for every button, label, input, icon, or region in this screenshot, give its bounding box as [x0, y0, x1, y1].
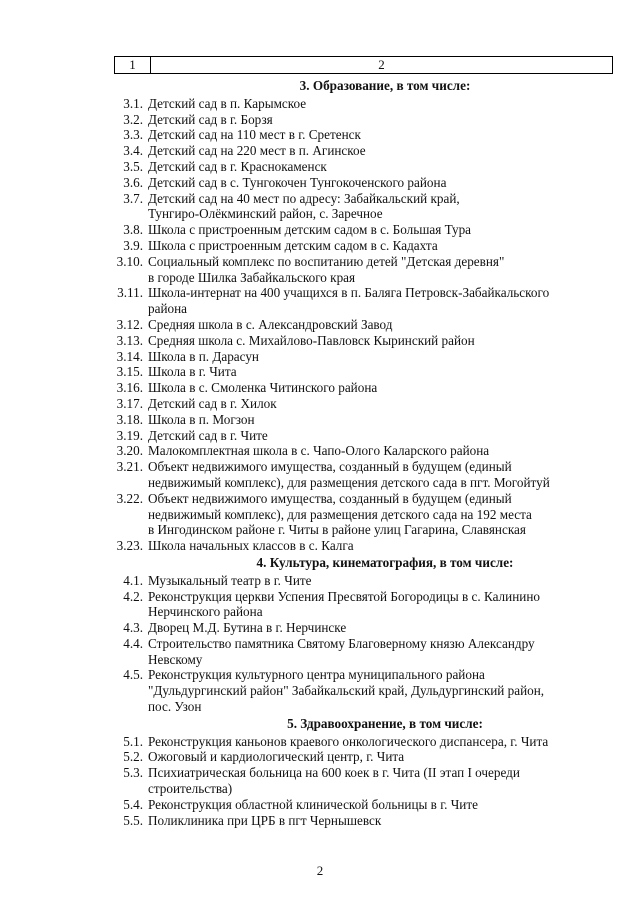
- item-text-line: "Дульдургинский район" Забайкальский край, Дульдургинский район,: [148, 683, 545, 699]
- list-item: [110, 285, 610, 317]
- list-item: [110, 349, 610, 365]
- item-number: 3.17.: [116, 395, 143, 411]
- item-number: 3.6.: [123, 174, 143, 190]
- item-text-line: Поликлиника при ЦРБ в пгт Чернышевск: [148, 812, 382, 828]
- item-text: [148, 734, 610, 750]
- list-item: [110, 380, 610, 396]
- item-text-line: Школа с пристроенным детским садом в с. Большая Тура: [148, 222, 472, 238]
- item-number: 3.14.: [116, 348, 143, 364]
- list-item: [110, 254, 610, 286]
- item-text-line: Школа в г. Чита: [148, 364, 237, 380]
- list-item: [110, 175, 610, 191]
- item-text-line: Детский сад в п. Карымское: [148, 95, 307, 111]
- item-text-line: Детский сад на 110 мест в г. Сретенск: [148, 127, 361, 143]
- list-item: [110, 159, 610, 175]
- list-item: [110, 143, 610, 159]
- list-item: [110, 412, 610, 428]
- item-number: 3.13.: [116, 332, 143, 348]
- item-text: [148, 159, 610, 175]
- item-number: 3.4.: [123, 143, 143, 159]
- list-item: [110, 765, 610, 797]
- item-text-line: Школа в с. Смоленка Читинского района: [148, 380, 378, 396]
- item-text-line: в городе Шилка Забайкальского края: [148, 269, 356, 285]
- item-text-line: Невскому: [148, 651, 203, 667]
- list-item: [110, 636, 610, 668]
- item-text-line: Детский сад в г. Краснокаменск: [148, 158, 327, 174]
- list-item: [110, 96, 610, 112]
- item-text: [148, 573, 610, 589]
- list-item: [110, 428, 610, 444]
- list-item: [110, 238, 610, 254]
- list-item: [110, 749, 610, 765]
- item-text-line: Музыкальный театр в г. Чите: [148, 572, 312, 588]
- item-text-line: Детский сад в г. Хилок: [148, 395, 277, 411]
- item-text: [148, 238, 610, 254]
- list-item: [110, 620, 610, 636]
- list-item: [110, 222, 610, 238]
- item-number: 3.19.: [116, 427, 143, 443]
- item-number: 3.5.: [123, 158, 143, 174]
- item-text: [148, 127, 610, 143]
- item-text: [148, 380, 610, 396]
- list-item: [110, 813, 610, 829]
- item-text-line: Школа в п. Дарасун: [148, 348, 259, 364]
- section-title: 5. Здравоохранение, в том числе:: [287, 715, 483, 731]
- item-number: 4.3.: [123, 620, 143, 636]
- item-text: [148, 175, 610, 191]
- item-text-line: в Ингодинском районе г. Читы в районе улиц Гагарина, Славянская: [148, 522, 526, 538]
- item-number: 3.7.: [123, 190, 143, 206]
- list-item: [110, 538, 610, 554]
- item-text: [148, 667, 610, 714]
- item-text: [148, 813, 610, 829]
- list-item: [110, 191, 610, 223]
- item-number: 3.20.: [116, 443, 143, 459]
- section-title: 3. Образование, в том числе:: [299, 78, 471, 93]
- item-text-line: Объект недвижимого имущества, созданный в будущем (единый: [148, 459, 512, 475]
- item-text-line: Реконструкция каньонов краевого онкологического диспансера, г. Чита: [148, 733, 549, 749]
- list-item: [110, 127, 610, 143]
- item-text-line: Нерчинского района: [148, 604, 263, 620]
- item-text: [148, 285, 610, 317]
- list-item: [110, 396, 610, 412]
- item-text: [148, 589, 610, 621]
- item-text-line: Средняя школа в с. Александровский Завод: [148, 316, 393, 332]
- item-number: 5.4.: [123, 796, 143, 812]
- list-item: [110, 333, 610, 349]
- item-text-line: Объект недвижимого имущества, созданный в будущем (единый: [148, 490, 512, 506]
- item-text-line: Реконструкция церкви Успения Пресвятой Богородицы в с. Калинино: [148, 588, 540, 604]
- item-text-line: Социальный комплекс по воспитанию детей "Детская деревня": [148, 253, 505, 269]
- item-text-line: Школа с пристроенным детским садом в с. Кадахта: [148, 237, 438, 253]
- item-text-line: пос. Узон: [148, 699, 202, 715]
- item-number: 3.23.: [116, 538, 143, 554]
- page-number: 2: [316, 863, 324, 878]
- item-text-line: района: [148, 301, 188, 317]
- list-item: [110, 112, 610, 128]
- item-text: [148, 538, 610, 554]
- item-text-line: Детский сад в г. Чите: [148, 427, 268, 443]
- item-text: [148, 396, 610, 412]
- item-text-line: Дворец М.Д. Бутина в г. Нерчинске: [148, 620, 347, 636]
- list-item: [110, 797, 610, 813]
- item-number: 5.2.: [123, 749, 143, 765]
- item-text-line: Школа начальных классов в с. Калга: [148, 538, 354, 554]
- item-text-line: строительства): [148, 781, 233, 797]
- item-number: 4.4.: [123, 635, 143, 651]
- item-number: 5.3.: [123, 765, 143, 781]
- item-text: [148, 491, 610, 538]
- item-text-line: Школа-интернат на 400 учащихся в п. Баляга Петровск-Забайкальского: [148, 285, 550, 301]
- item-number: 3.18.: [116, 411, 143, 427]
- item-number: 3.1.: [123, 95, 143, 111]
- item-number: 3.10.: [116, 253, 143, 269]
- item-text: [148, 191, 610, 223]
- item-text: [148, 96, 610, 112]
- item-text: [148, 428, 610, 444]
- list-item: [110, 443, 610, 459]
- document-body: [110, 77, 610, 828]
- section-title: 4. Культура, кинематография, в том числе:: [256, 554, 514, 570]
- item-text-line: Тунгиро-Олёкминский район, с. Заречное: [148, 206, 383, 222]
- item-number: 3.16.: [116, 380, 143, 396]
- item-text-line: Ожоговый и кардиологический центр, г. Чита: [148, 749, 405, 765]
- item-text: [148, 112, 610, 128]
- item-text-line: Детский сад на 220 мест в п. Агинское: [148, 143, 366, 159]
- list-item: [110, 589, 610, 621]
- item-number: 3.9.: [123, 237, 143, 253]
- item-text: [148, 349, 610, 365]
- item-text-line: недвижимый комплекс), для размещения детского сада в пгт. Могойтуй: [148, 474, 550, 490]
- item-number: 3.21.: [116, 459, 143, 475]
- item-text-line: Средняя школа с. Михайлово-Павловск Кыринский район: [148, 332, 475, 348]
- list-item: [110, 491, 610, 538]
- item-text-line: Детский сад в с. Тунгокочен Тунгокоченского района: [148, 174, 447, 190]
- item-text-line: Детский сад на 40 мест по адресу: Забайкальский край,: [148, 190, 460, 206]
- item-text: [148, 459, 610, 491]
- item-text: [148, 364, 610, 380]
- item-text: [148, 636, 610, 668]
- item-text-line: Реконструкция областной клинической больницы в г. Чите: [148, 796, 478, 812]
- item-text: [148, 443, 610, 459]
- list-item: [110, 459, 610, 491]
- item-number: 5.1.: [123, 733, 143, 749]
- item-text: [148, 765, 610, 797]
- item-text: [148, 620, 610, 636]
- item-number: 5.5.: [123, 812, 143, 828]
- header-col-1: 1: [115, 57, 151, 73]
- header-col-2: 2: [378, 57, 385, 72]
- item-text: [148, 254, 610, 286]
- item-text-line: Детский сад в г. Борзя: [148, 111, 273, 127]
- item-number: 4.2.: [123, 588, 143, 604]
- item-text: [148, 797, 610, 813]
- item-text: [148, 749, 610, 765]
- list-item: [110, 364, 610, 380]
- item-text-line: Малокомплектная школа в с. Чапо-Ологo Каларского района: [148, 443, 490, 459]
- item-number: 3.22.: [116, 490, 143, 506]
- item-text: [148, 412, 610, 428]
- item-text-line: Школа в п. Могзон: [148, 411, 255, 427]
- table-header-row: [114, 56, 613, 74]
- item-text-line: Реконструкция культурного центра муниципального района: [148, 667, 485, 683]
- item-text: [148, 222, 610, 238]
- item-number: 3.12.: [116, 316, 143, 332]
- item-text-line: Психиатрическая больница на 600 коек в г. Чита (II этап I очереди: [148, 765, 520, 781]
- item-number: 3.2.: [123, 111, 143, 127]
- item-number: 3.15.: [116, 364, 143, 380]
- item-number: 3.11.: [117, 285, 143, 301]
- item-number: 4.1.: [123, 572, 143, 588]
- item-number: 3.8.: [123, 222, 143, 238]
- list-item: [110, 573, 610, 589]
- item-text-line: Строительство памятника Святому Благоверному князю Александру: [148, 635, 535, 651]
- item-number: 3.3.: [123, 127, 143, 143]
- item-text: [148, 317, 610, 333]
- item-text-line: недвижимый комплекс), для размещения детского сада на 192 места: [148, 506, 532, 522]
- item-text: [148, 333, 610, 349]
- list-item: [110, 734, 610, 750]
- list-item: [110, 667, 610, 714]
- item-text: [148, 143, 610, 159]
- item-number: 4.5.: [123, 667, 143, 683]
- list-item: [110, 317, 610, 333]
